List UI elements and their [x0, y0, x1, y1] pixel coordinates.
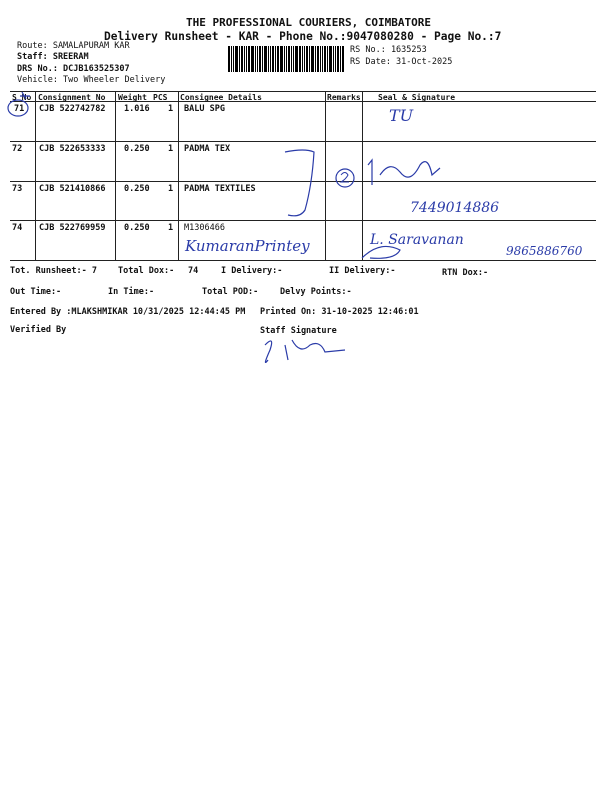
total-dox-label: Total Dox:-	[118, 266, 175, 276]
tot-runsheet: Tot. Runsheet:- 7	[10, 266, 97, 276]
col-header-weight: Weight	[118, 93, 147, 102]
handwritten-signature: L. Saravanan	[370, 232, 464, 248]
row-consignee: M1306466	[184, 223, 225, 233]
handwritten-name: KumaranPrintey	[185, 237, 310, 255]
printed-on: Printed On: 31-10-2025 12:46:01	[260, 307, 419, 317]
row-sno: 71	[14, 104, 25, 114]
row-consignee: BALU SPG	[184, 104, 225, 114]
row-consignment: CJB 521410866	[39, 184, 106, 194]
total-dox-value: 74	[188, 266, 199, 276]
i-delivery: I Delivery:-	[221, 266, 283, 276]
rtn-dox: RTN Dox:-	[442, 268, 489, 278]
tick-mark	[20, 92, 30, 99]
row-weight: 0.250	[124, 223, 150, 233]
row-consignment: CJB 522653333	[39, 144, 106, 154]
col-header-consignment: Consignment No	[38, 93, 106, 102]
row-pcs: 1	[168, 104, 174, 114]
row-weight: 1.016	[124, 104, 150, 114]
col-header-remarks: Remarks	[327, 93, 361, 102]
delvy-points: Delvy Points:-	[280, 287, 352, 297]
row-consignment: CJB 522769959	[39, 223, 106, 233]
row-sno: 72	[12, 144, 23, 154]
signature-swirl	[362, 246, 400, 258]
runsheet-subtitle: Delivery Runsheet - KAR - Phone No.:9047080280 - Page No.:7	[104, 30, 502, 43]
company-title: THE PROFESSIONAL COURIERS, COIMBATORE	[186, 16, 432, 29]
staff-signature-scribble	[265, 340, 345, 362]
row-weight: 0.250	[124, 184, 150, 194]
verified-by: Verified By	[10, 325, 67, 335]
row-consignee: PADMA TEX	[184, 144, 231, 154]
circled-number	[336, 169, 354, 187]
col-header-seal: Seal & Signature	[378, 93, 456, 102]
circle-mark	[8, 100, 28, 116]
col-header-pcs: PCS	[153, 93, 168, 102]
vehicle-text: Vehicle: Two Wheeler Delivery	[17, 75, 166, 85]
row-sno: 74	[12, 223, 23, 233]
row-consignee: PADMA TEXTILES	[184, 184, 256, 194]
row-weight: 0.250	[124, 144, 150, 154]
handwritten-sign: TU	[389, 106, 414, 125]
handwritten-phone: 7449014886	[410, 200, 500, 216]
drs-text: DRS No.: DCJB163525307	[17, 64, 130, 74]
rs-date: RS Date: 31-Oct-2025	[350, 57, 453, 67]
rs-number: RS No.: 1635253	[350, 45, 427, 55]
staff-signature-label: Staff Signature	[260, 326, 337, 336]
col-header-sno: S No	[12, 93, 32, 102]
total-pod: Total POD:-	[202, 287, 259, 297]
bracket-mark	[285, 150, 314, 216]
in-time: In Time:-	[108, 287, 155, 297]
entered-by: Entered By :MLAKSHMIKAR 10/31/2025 12:44:45 PM	[10, 307, 246, 317]
staff-text: Staff: SREERAM	[17, 52, 89, 62]
col-header-consignee: Consignee Details	[180, 93, 262, 102]
ii-delivery: II Delivery:-	[329, 266, 396, 276]
row-pcs: 1	[168, 223, 174, 233]
out-time: Out Time:-	[10, 287, 62, 297]
row-pcs: 1	[168, 144, 174, 154]
row-pcs: 1	[168, 184, 174, 194]
handwritten-phone-2: 9865886760	[506, 244, 583, 258]
row-sno: 73	[12, 184, 23, 194]
route-text: Route: SAMALAPURAM KAR	[17, 41, 130, 51]
signature-scribble	[368, 160, 440, 185]
row-consignment: CJB 522742782	[39, 104, 106, 114]
